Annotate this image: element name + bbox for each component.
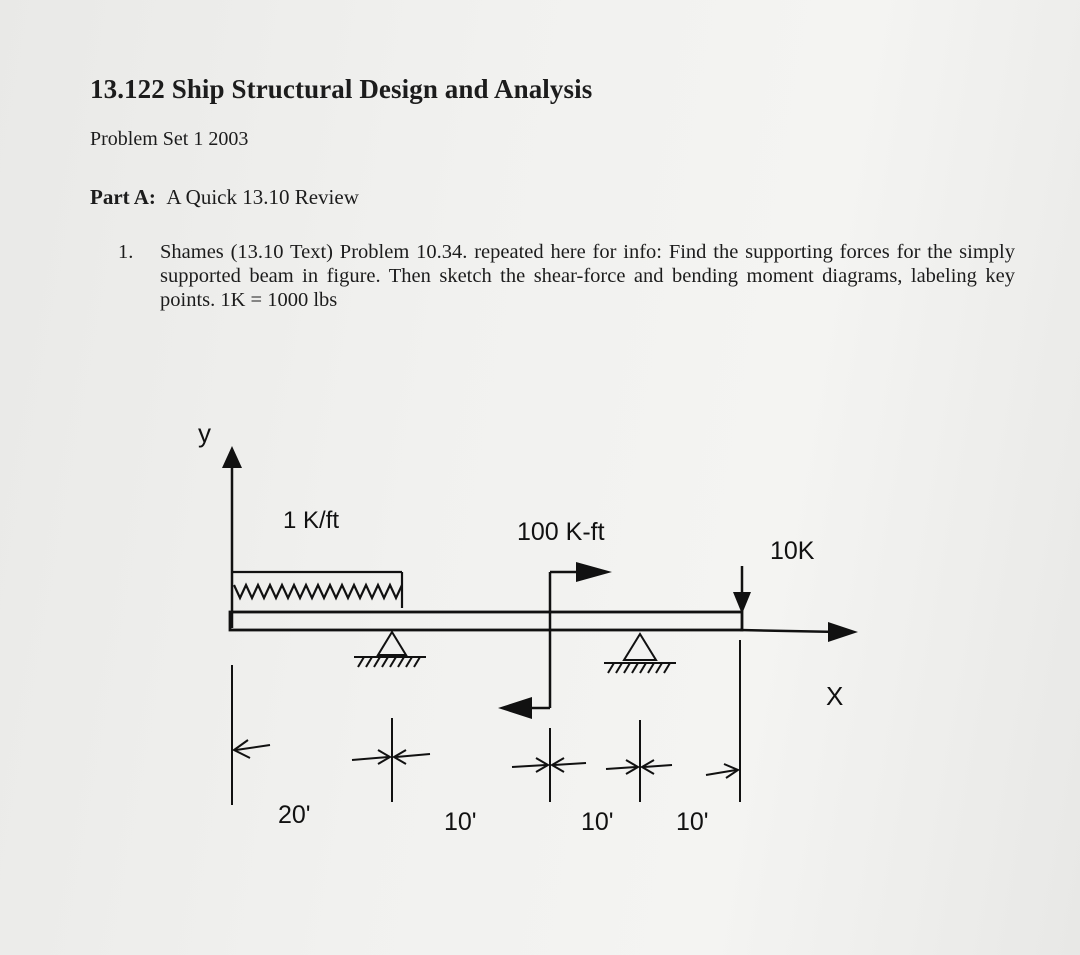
part-title: A Quick 13.10 Review <box>166 185 359 209</box>
left-support <box>354 632 426 667</box>
right-support <box>604 634 676 673</box>
dimension-lines <box>232 640 740 805</box>
point-load-label: 10K <box>770 537 815 565</box>
dimension-label-4: 10' <box>676 808 709 836</box>
x-axis-label: X <box>826 681 844 711</box>
document-title: 13.122 Ship Structural Design and Analysis <box>90 74 593 104</box>
dimension-label-3: 10' <box>581 808 614 836</box>
distributed-load-label: 1 K/ft <box>283 507 340 534</box>
problem-set-label: Problem Set 1 2003 <box>90 128 249 150</box>
problem-number: 1. <box>118 241 134 263</box>
x-axis <box>740 622 858 642</box>
dimension-label-2: 10' <box>444 808 477 836</box>
distributed-load <box>232 572 402 608</box>
couple-moment <box>498 562 612 719</box>
problem-text: Shames (13.10 Text) Problem 10.34. repeated here for info: Find the supporting forces for the simply supported beam in figure. Then sketch the shear-force and bending moment diagrams, labeling key points. 1K = 1000 lbs <box>160 241 1015 311</box>
beam <box>230 612 742 630</box>
couple-label: 100 K-ft <box>517 518 605 546</box>
dimension-label-1: 20' <box>278 801 311 829</box>
y-axis-label: y <box>198 418 211 448</box>
part-label: Part A: <box>90 185 156 209</box>
y-axis <box>222 446 242 628</box>
point-load <box>733 566 751 614</box>
